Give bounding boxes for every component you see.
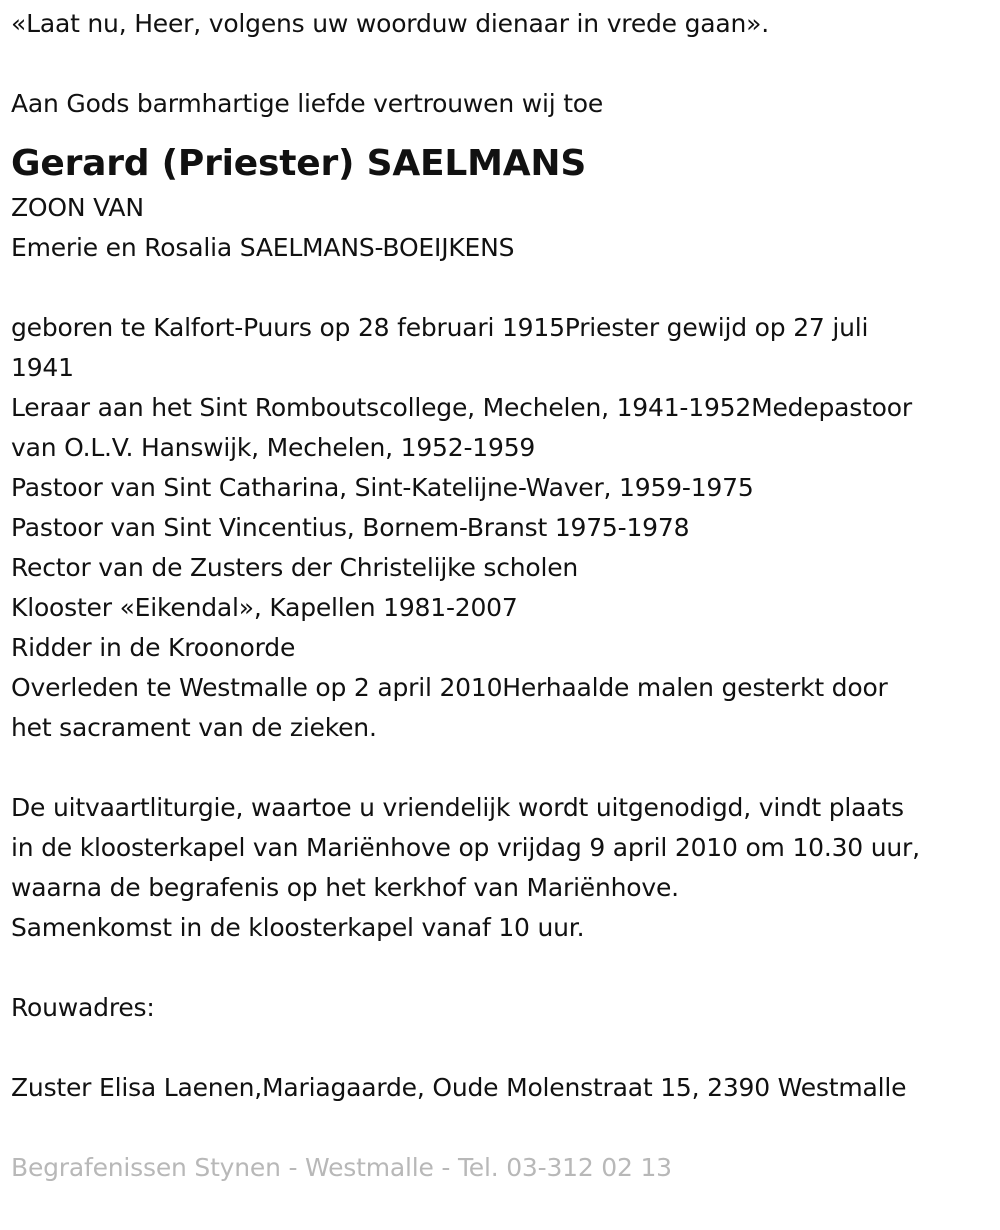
mourning-address-label: Rouwadres: (11, 993, 155, 1022)
funeral-info (11, 788, 991, 948)
biography-line: Rector van de Zusters der Christelijke scholen (11, 553, 579, 582)
biography-line: Ridder in de Kroonorde (11, 633, 296, 662)
biography-line: van O.L.V. Hanswijk, Mechelen, 1952-1959 (11, 433, 536, 462)
biography (11, 308, 991, 748)
deceased-name: Gerard (Priester) SAELMANS (11, 143, 587, 184)
biography-line: Pastoor van Sint Vincentius, Bornem-Branst 1975-1978 (11, 513, 690, 542)
funeral-line: waarna de begrafenis op het kerkhof van Mariënhove. (11, 873, 679, 902)
spacer (11, 1028, 991, 1068)
biography-line: 1941 (11, 353, 74, 382)
spacer (11, 268, 991, 308)
funeral-line: De uitvaartliturgie, waartoe u vriendelijk wordt uitgenodigd, vindt plaats (11, 793, 904, 822)
spacer (11, 748, 991, 788)
spacer (11, 44, 991, 84)
biography-line: geboren te Kalfort-Puurs op 28 februari 1915Priester gewijd op 27 juli (11, 313, 869, 342)
trust-line: Aan Gods barmhartige liefde vertrouwen wij toe (11, 89, 604, 118)
spacer (11, 1108, 991, 1148)
son-of-label: ZOON VAN (11, 193, 144, 222)
biography-line: Leraar aan het Sint Romboutscollege, Mechelen, 1941-1952Medepastoor (11, 393, 912, 422)
funeral-line: in de kloosterkapel van Mariënhove op vrijdag 9 april 2010 om 10.30 uur, (11, 833, 920, 862)
biography-line: Pastoor van Sint Catharina, Sint-Katelijne-Waver, 1959-1975 (11, 473, 754, 502)
funeral-line: Samenkomst in de kloosterkapel vanaf 10 uur. (11, 913, 585, 942)
biography-line: Klooster «Eikendal», Kapellen 1981-2007 (11, 593, 518, 622)
funeral-home-footer: Begrafenissen Stynen - Westmalle - Tel. 03-312 02 13 (11, 1153, 672, 1182)
biography-line: Overleden te Westmalle op 2 april 2010Herhaalde malen gesterkt door (11, 673, 888, 702)
spacer (11, 948, 991, 988)
opening-quote: «Laat nu, Heer, volgens uw woorduw dienaar in vrede gaan». (11, 9, 769, 38)
mourning-address: Zuster Elisa Laenen,Mariagaarde, Oude Molenstraat 15, 2390 Westmalle (11, 1073, 907, 1102)
obituary-text (11, 4, 991, 1188)
parents-line: Emerie en Rosalia SAELMANS-BOEIJKENS (11, 233, 515, 262)
biography-line: het sacrament van de zieken. (11, 713, 377, 742)
